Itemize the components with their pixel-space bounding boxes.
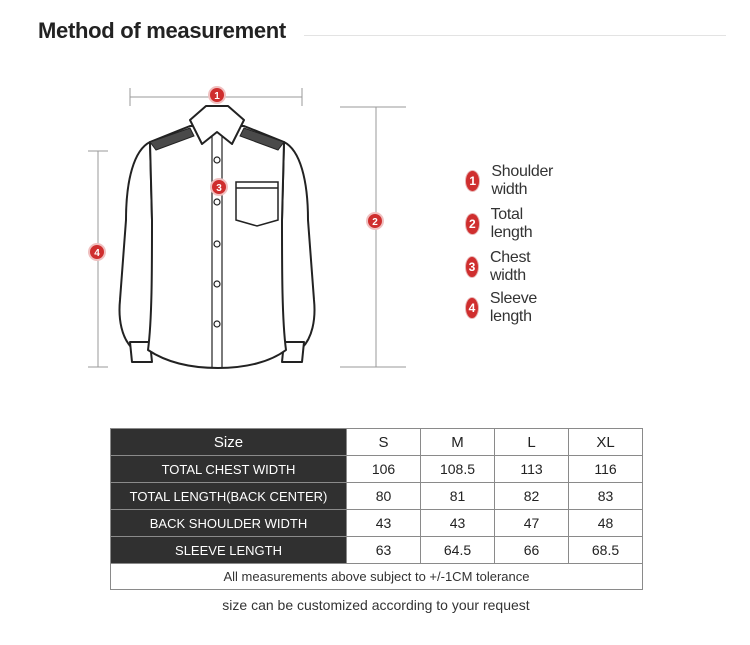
marker-2 bbox=[367, 213, 383, 229]
svg-text:3: 3 bbox=[216, 183, 222, 194]
marker-1 bbox=[209, 87, 225, 103]
size-col-header: L bbox=[495, 429, 569, 456]
legend-label: Total length bbox=[490, 206, 533, 241]
table-cell: 66 bbox=[495, 537, 569, 564]
legend-number: 1 bbox=[466, 171, 479, 191]
table-cell: 48 bbox=[569, 510, 643, 537]
size-col-header: M bbox=[421, 429, 495, 456]
table-cell: 83 bbox=[569, 483, 643, 510]
size-col-header: S bbox=[347, 429, 421, 456]
svg-text:1: 1 bbox=[214, 91, 220, 102]
row-label: SLEEVE LENGTH bbox=[111, 537, 347, 564]
page-title: Method of measurement bbox=[38, 18, 286, 43]
table-cell: 113 bbox=[495, 456, 569, 483]
marker-4 bbox=[89, 244, 105, 260]
table-cell: 82 bbox=[495, 483, 569, 510]
size-header-cell: Size bbox=[111, 429, 347, 456]
tolerance-note: All measurements above subject to +/-1CM tolerance bbox=[111, 564, 643, 590]
table-row bbox=[111, 537, 643, 564]
row-label: TOTAL LENGTH(BACK CENTER) bbox=[111, 483, 347, 510]
size-col-header: XL bbox=[569, 429, 643, 456]
legend-label: Shoulder width bbox=[491, 163, 554, 198]
table-row bbox=[111, 483, 643, 510]
table-cell: 63 bbox=[347, 537, 421, 564]
table-cell: 43 bbox=[347, 510, 421, 537]
legend-number: 4 bbox=[466, 298, 478, 318]
marker-3 bbox=[211, 179, 227, 195]
table-cell: 80 bbox=[347, 483, 421, 510]
legend-item-chest-width bbox=[466, 249, 538, 284]
table-cell: 47 bbox=[495, 510, 569, 537]
title-divider bbox=[304, 35, 726, 36]
legend-item-sleeve-length bbox=[466, 290, 545, 325]
svg-text:4: 4 bbox=[94, 248, 100, 259]
legend-item-shoulder-width bbox=[466, 163, 560, 198]
table-header-row bbox=[111, 429, 643, 456]
legend-number: 2 bbox=[466, 214, 479, 234]
tolerance-row bbox=[111, 564, 643, 590]
svg-text:2: 2 bbox=[372, 217, 378, 228]
table-cell: 43 bbox=[421, 510, 495, 537]
row-label: BACK SHOULDER WIDTH bbox=[111, 510, 347, 537]
table-cell: 106 bbox=[347, 456, 421, 483]
legend-number: 3 bbox=[466, 257, 478, 277]
table-row bbox=[111, 456, 643, 483]
table-cell: 68.5 bbox=[569, 537, 643, 564]
size-chart-table bbox=[110, 428, 643, 590]
table-cell: 108.5 bbox=[421, 456, 495, 483]
table-cell: 64.5 bbox=[421, 537, 495, 564]
shirt-diagram bbox=[0, 70, 430, 410]
legend-item-total-length bbox=[466, 206, 540, 241]
customization-note: size can be customized according to your request bbox=[222, 597, 530, 613]
table-cell: 116 bbox=[569, 456, 643, 483]
table-cell: 81 bbox=[421, 483, 495, 510]
row-label: TOTAL CHEST WIDTH bbox=[111, 456, 347, 483]
legend-label: Chest width bbox=[490, 249, 531, 284]
legend-label: Sleeve length bbox=[489, 290, 537, 325]
table-row bbox=[111, 510, 643, 537]
